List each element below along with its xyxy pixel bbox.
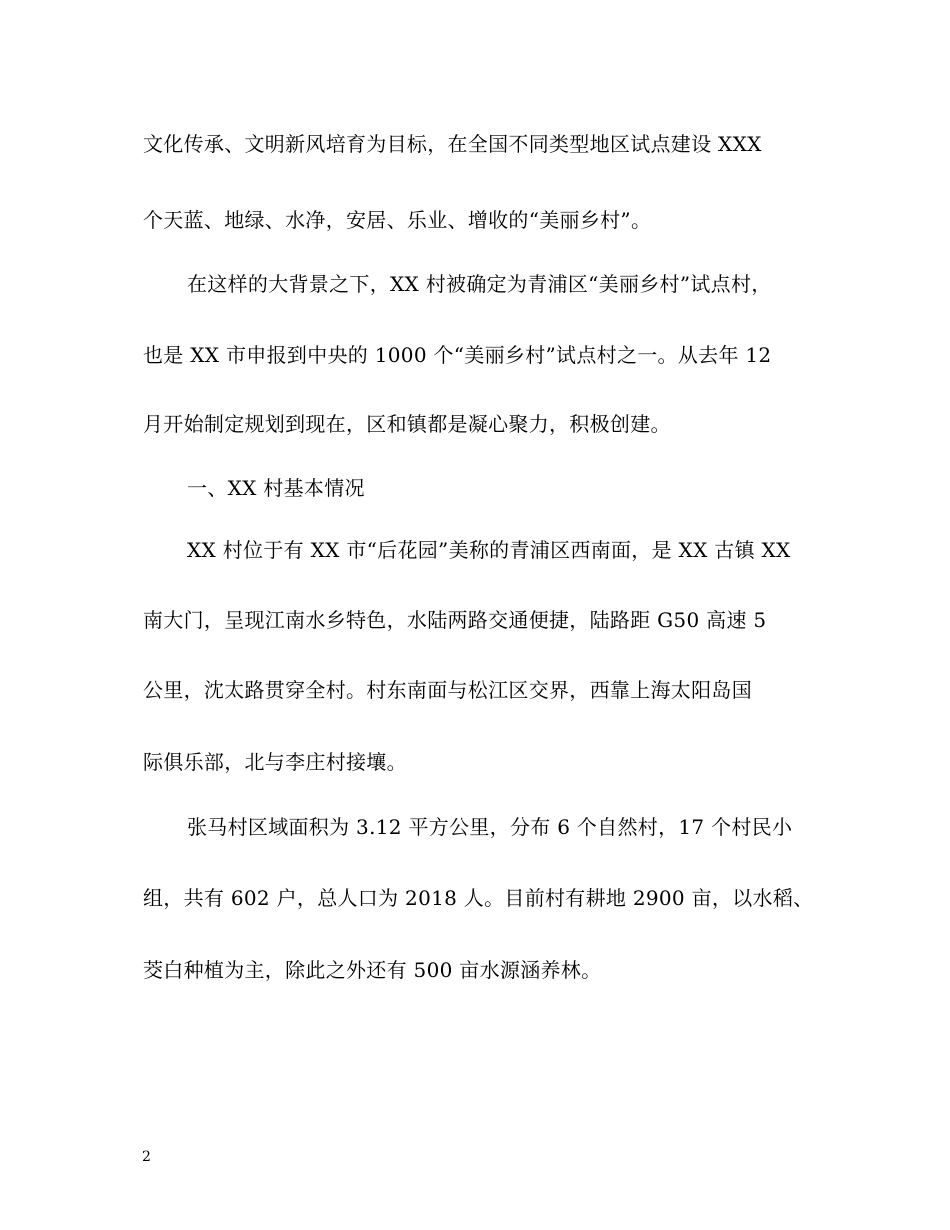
- body-text-line: XX 村位于有 XX 市“后花园”美称的青浦区西南面，是 XX 古镇 XX: [187, 538, 791, 562]
- body-text-line: 南大门，呈现江南水乡特色，水陆两路交通便捷，陆路距 G50 高速 5: [143, 608, 767, 632]
- body-text-line: 公里，沈太路贯穿全村。村东南面与松江区交界，西靠上海太阳岛国: [143, 678, 752, 702]
- body-text-line: 张马村区域面积为 3.12 平方公里，分布 6 个自然村，17 个村民小: [187, 815, 793, 839]
- body-text-line: 月开始制定规划到现在，区和镇都是凝心聚力，积极创建。: [143, 412, 671, 436]
- body-text-line: 个天蓝、地绿、水净，安居、乐业、增收的“美丽乡村”。: [143, 208, 652, 232]
- page-number: 2: [142, 1149, 151, 1165]
- body-text-line: 在这样的大背景之下，XX 村被确定为青浦区“美丽乡村”试点村，: [187, 272, 772, 296]
- body-text-line: 文化传承、文明新风培育为目标，在全国不同类型地区试点建设 XXX: [143, 132, 762, 156]
- section-heading: 一、XX 村基本情况: [187, 476, 365, 500]
- body-text-line: 组，共有 602 户，总人口为 2018 人。目前村有耕地 2900 亩，以水稻、: [143, 886, 814, 910]
- body-text-line: 茭白种植为主，除此之外还有 500 亩水源涵养林。: [143, 958, 602, 982]
- body-text-line: 也是 XX 市申报到中央的 1000 个“美丽乡村”试点村之一。从去年 12: [143, 343, 772, 367]
- body-text-line: 际俱乐部，北与李庄村接壤。: [143, 750, 407, 774]
